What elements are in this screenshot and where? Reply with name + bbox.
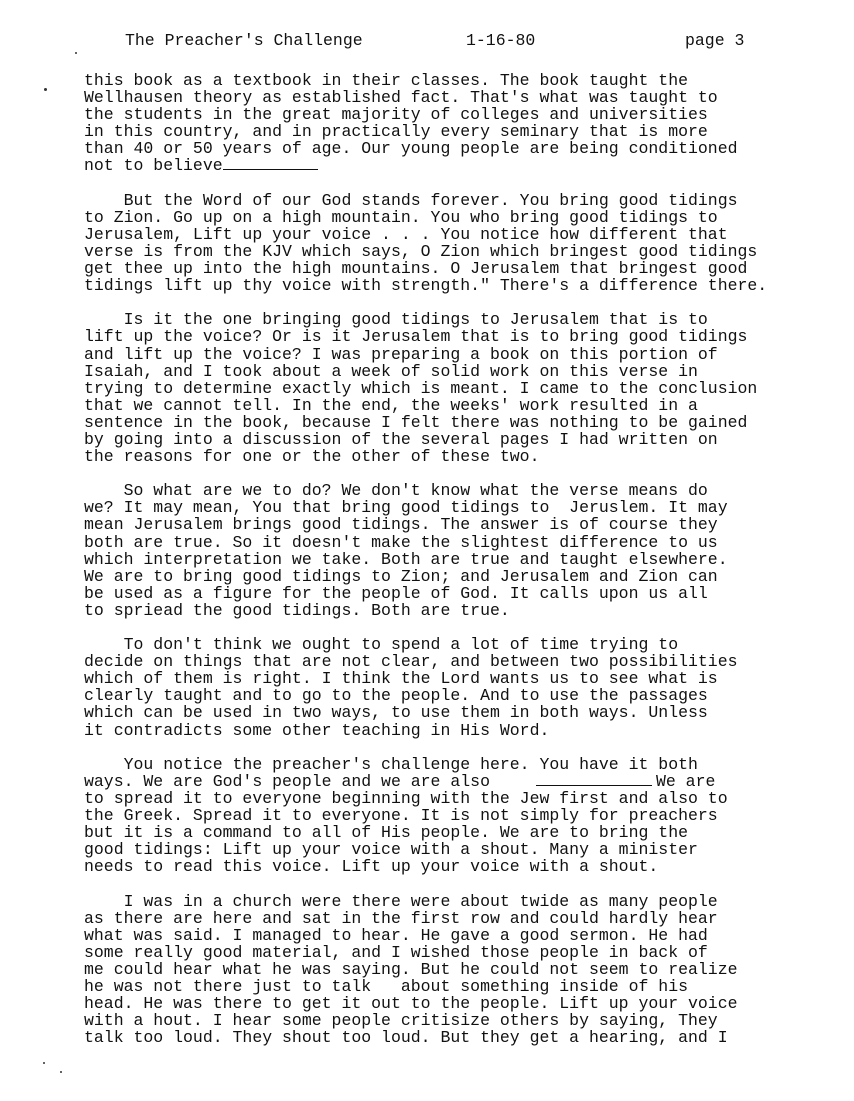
- paragraph-4: [84, 482, 844, 619]
- text-line: to spriead the good tidings. Both are true.: [84, 600, 510, 620]
- text-line: we? It may mean, You that bring good tidings to Jeruslem. It may: [84, 498, 728, 518]
- text-line: Is it the one bringing good tidings to Jerusalem that is to: [84, 310, 708, 330]
- paragraph-2: [84, 192, 844, 295]
- text-line: head. He was there to get it out to the people. Lift up your voice: [84, 994, 738, 1014]
- paragraph-1: [84, 72, 844, 175]
- text-line: clearly taught and to go to the people. And to use the passages: [84, 686, 708, 706]
- header-date: 1-16-80: [466, 31, 536, 50]
- text-line: I was in a church were there were about twide as many people: [84, 891, 718, 911]
- text-line-text: ways. We are God's people and we are also: [84, 771, 490, 791]
- text-line: both are true. So it doesn't make the slightest difference to us: [84, 532, 718, 552]
- text-line: but it is a command to all of His people. We are to bring the: [84, 823, 688, 843]
- text-line: needs to read this voice. Lift up your voice with a shout.: [84, 857, 659, 877]
- text-line: decide on things that are not clear, and between two possibilities: [84, 652, 738, 672]
- header-title: The Preacher's Challenge: [125, 31, 363, 50]
- text-line: verse is from the KJV which says, O Zion which bringest good tidings: [84, 241, 758, 261]
- text-line: the students in the great majority of colleges and universities: [84, 105, 708, 125]
- text-line: mean Jerusalem brings good tidings. The answer is of course they: [84, 515, 718, 535]
- text-line: to Zion. Go up on a high mountain. You who bring good tidings to: [84, 207, 718, 227]
- text-line: good tidings: Lift up your voice with a shout. Many a minister: [84, 840, 698, 860]
- paragraph-5: [84, 636, 844, 739]
- scan-speck: [44, 88, 47, 91]
- text-line-text: not to believe: [84, 156, 223, 176]
- text-line: which can be used in two ways, to use them in both ways. Unless: [84, 703, 708, 723]
- text-line: that we cannot tell. In the end, the weeks' work resulted in a: [84, 395, 698, 415]
- text-line: which interpretation we take. Both are true and taught elsewhere.: [84, 549, 728, 569]
- text-line: by going into a discussion of the several pages I had written on: [84, 429, 718, 449]
- text-line: in this country, and in practically every seminary that is more: [84, 122, 708, 142]
- text-line: which of them is right. I think the Lord wants us to see what is: [84, 669, 718, 689]
- text-line-tail: We are: [655, 771, 716, 791]
- text-line: To don't think we ought to spend a lot of time trying to: [84, 635, 679, 655]
- document-body: [84, 72, 844, 1063]
- text-line: get thee up into the high mountains. O Jerusalem that bringest good: [84, 259, 748, 279]
- text-line-with-blank: [84, 157, 844, 174]
- text-line: me could hear what he was saying. But he could not seem to realize: [84, 959, 738, 979]
- paragraph-6: [84, 756, 844, 876]
- paragraph-7: [84, 893, 844, 1047]
- text-line: he was not there just to talk about something inside of his: [84, 976, 688, 996]
- text-line: with a hout. I hear some people critisize others by saying, They: [84, 1011, 718, 1031]
- scan-speck: [75, 52, 77, 54]
- text-line: We are to bring good tidings to Zion; and Jerusalem and Zion can: [84, 566, 718, 586]
- text-line: the reasons for one or the other of these two.: [84, 447, 540, 467]
- paragraph-3: [84, 311, 844, 465]
- text-line: and lift up the voice? I was preparing a book on this portion of: [84, 344, 718, 364]
- text-line: trying to determine exactly which is meant. I came to the conclusion: [84, 378, 758, 398]
- text-line: tidings lift up thy voice with strength." There's a difference there.: [84, 276, 768, 296]
- page-header: [0, 30, 854, 52]
- text-line: Isaiah, and I took about a week of solid work on this verse in: [84, 361, 698, 381]
- text-line: to spread it to everyone beginning with the Jew first and also to: [84, 788, 728, 808]
- text-line: Wellhausen theory as established fact. That's what was taught to: [84, 88, 718, 108]
- text-line: Jerusalem, Lift up your voice . . . You notice how different that: [84, 224, 728, 244]
- text-line: So what are we to do? We don't know what the verse means do: [84, 481, 708, 501]
- scan-speck: [60, 1071, 62, 1073]
- scan-speck: [43, 1062, 45, 1064]
- text-line: this book as a textbook in their classes. The book taught the: [84, 71, 688, 90]
- text-line: what was said. I managed to hear. He gave a good sermon. He had: [84, 925, 708, 945]
- header-page-number: page 3: [685, 31, 745, 50]
- text-line: as there are here and sat in the first row and could hardly hear: [84, 908, 718, 928]
- text-line: the Greek. Spread it to everyone. It is not simply for preachers: [84, 806, 718, 826]
- text-line: be used as a figure for the people of God. It calls upon us all: [84, 583, 708, 603]
- text-line: lift up the voice? Or is it Jerusalem that is to bring good tidings: [84, 327, 748, 347]
- text-line: some really good material, and I wished those people in back of: [84, 942, 708, 962]
- text-line: it contradicts some other teaching in His Word.: [84, 720, 550, 740]
- fill-in-blank: [536, 773, 652, 786]
- text-line: But the Word of our God stands forever. You bring good tidings: [84, 190, 738, 210]
- text-line: sentence in the book, because I felt there was nothing to be gained: [84, 412, 748, 432]
- text-line-with-blank: [84, 773, 844, 790]
- text-line: than 40 or 50 years of age. Our young people are being conditioned: [84, 139, 738, 159]
- fill-in-blank: [223, 157, 318, 170]
- text-line: You notice the preacher's challenge here. You have it both: [84, 754, 698, 774]
- text-line: talk too loud. They shout too loud. But they get a hearing, and I: [84, 1028, 728, 1048]
